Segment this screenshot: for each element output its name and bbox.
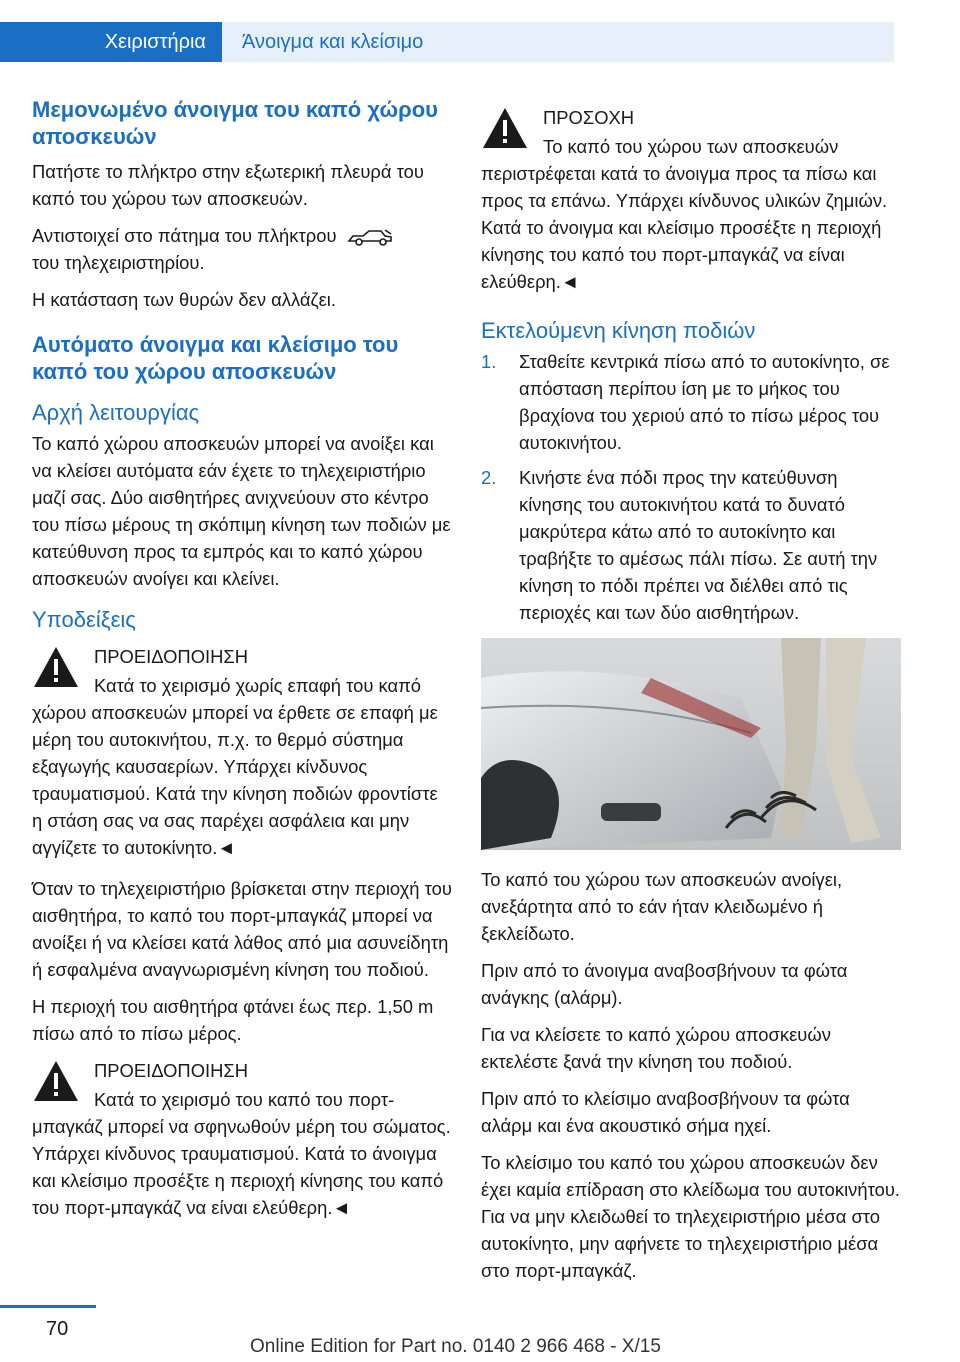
right-column <box>481 96 901 1294</box>
text-fragment: του τηλεχειριστηρίου. <box>32 252 205 273</box>
steps-list <box>481 348 901 626</box>
heading-notes: Υποδείξεις <box>32 607 136 632</box>
warning-title: ΠΡΟΕΙΔΟΠΟΙΗΣΗ <box>94 1060 249 1081</box>
page-header <box>0 0 960 62</box>
warning-triangle-icon <box>32 1059 80 1103</box>
left-column <box>32 96 452 1235</box>
paragraph: Πριν από το άνοιγμα αναβοσβήνουν τα φώτα ανάγκης (αλάρμ). <box>481 960 848 1008</box>
warning-triangle-icon <box>481 106 529 150</box>
section-tab-opening-closing[interactable]: Άνοιγμα και κλείσιμο <box>222 22 894 62</box>
warning-triangle-icon <box>32 645 80 689</box>
caution-block <box>481 104 901 295</box>
step-number: 2. <box>481 467 497 488</box>
warning-block <box>32 1057 452 1221</box>
paragraph: Το καπό χώρου αποσκευών μπορεί να ανοίξει και να κλείσει αυτόματα εάν έχετε το τηλεχειριστήριο μαζί σας. Δύο αισθητήρες ανιχνεύουν στο κέντρο του πίσω μέρους τη σκόπιμη κίνηση των ποδιών με κατεύθυνση προς τα εμπρός και το καπό χώρου αποσκευών ανοίγει και κλείνει. <box>32 433 451 589</box>
heading-separate-opening: Μεμονωμένο άνοιγμα του καπό χώρου αποσκευών <box>32 97 438 149</box>
caution-text: Το καπό του χώρου των αποσκευών περιστρέφεται κατά το άνοιγμα προς τα πίσω και προς τα επάνω. Υπάρχει κίνδυνος υλικών ζημιών. Κατά το άνοιγμα και κλείσιμο προσέξτε η περιοχή κίνησης του καπό του πορτ-μπαγκάζ να είναι ελεύθερη.◄ <box>481 136 888 292</box>
footer-divider <box>0 1305 96 1308</box>
paragraph: Το κλείσιμο του καπό του χώρου αποσκευών δεν έχει καμία επίδραση στο κλείδωμα του αυτοκινήτου. Για να μην κλειδωθεί το τηλεχειριστήριο μέσα στο αυτοκίνητο, μην αφήνετε το τηλεχειριστήριο μέσα στο πορτ-μπαγκάζ. <box>481 1152 900 1281</box>
edition-text: Online Edition for Part no. 0140 2 966 468 - X/15 <box>250 1336 661 1357</box>
paragraph: Η περιοχή του αισθητήρα φτάνει έως περ. 1,50 m πίσω από το πίσω μέρος. <box>32 996 434 1044</box>
warning-text: Κατά το χειρισμό χωρίς επαφή του καπό χώρου αποσκευών μπορεί να έρθετε σε επαφή με μέρη του αυτοκινήτου, π.χ. το θερμό σύστημα εξαγωγής καυσαερίων. Υπάρχει κίνδυνος τραυματισμού. Κατά την κίνηση ποδιών φροντίστε η στάση σας να σας παρέχει ασφάλεια και μην αγγίζετε το αυτοκίνητο.◄ <box>32 675 438 858</box>
list-item <box>481 464 901 626</box>
section-tab-controls[interactable]: Χειριστήρια <box>0 22 222 62</box>
warning-title: ΠΡΟΕΙΔΟΠΟΙΗΣΗ <box>94 646 249 667</box>
page-number: 70 <box>46 1318 69 1340</box>
step-number: 1. <box>481 351 497 372</box>
paragraph: Πατήστε το πλήκτρο στην εξωτερική πλευρά του καπό του χώρου των αποσκευών. <box>32 161 424 209</box>
car-rear-foot-sensor-photo <box>481 638 901 850</box>
heading-principle: Αρχή λειτουργίας <box>32 400 200 425</box>
paragraph: Το καπό του χώρου των αποσκευών ανοίγει, ανεξάρτητα από το εάν ήταν κλειδωμένο ή ξεκλείδωτο. <box>481 869 843 944</box>
step-text: Κινήστε ένα πόδι προς την κατεύθυνση κίνησης του αυτοκινήτου κατά το δυνατό μακρύτερα κάτω από το αυτοκίνητο και τραβήξτε το αμέσως πάλι πίσω. Σε αυτή την κίνηση το πόδι πρέπει να διέλθει από τις περιοχές και των δύο αισθητήρων. <box>519 467 878 623</box>
warning-text: Κατά το χειρισμό του καπό του πορτ-μπαγκάζ μπορεί να σφηνωθούν μέρη του σώματος. Υπάρχει κίνδυνος τραυματισμού. Κατά το άνοιγμα και κλείσιμο προσέξτε η περιοχή κίνησης του καπό του πορτ-μπαγκάζ να είναι ελεύθερη.◄ <box>32 1089 451 1218</box>
paragraph: Όταν το τηλεχειριστήριο βρίσκεται στην περιοχή του αισθητήρα, το καπό του πορτ-μπαγκάζ μπορεί να ανοίξει ή να κλείσει κατά λάθος από μια ασυνείδητη ή εσφαλμένα αναγνωρισμένη κίνηση του ποδιού. <box>32 878 452 980</box>
warning-block <box>32 643 452 861</box>
paragraph-remote-key <box>32 222 452 276</box>
caution-title: ΠΡΟΣΟΧΗ <box>543 107 635 128</box>
paragraph: Η κατάσταση των θυρών δεν αλλάζει. <box>32 289 337 310</box>
paragraph: Για να κλείσετε το καπό χώρου αποσκευών εκτελέστε ξανά την κίνηση του ποδιού. <box>481 1024 831 1072</box>
heading-foot-movement: Εκτελούμενη κίνηση ποδιών <box>481 318 756 343</box>
text-fragment: Αντιστοιχεί στο πάτημα του πλήκτρου <box>32 225 337 246</box>
heading-automatic-opening: Αυτόματο άνοιγμα και κλείσιμο του καπό του χώρου αποσκευών <box>32 332 399 384</box>
step-text: Σταθείτε κεντρικά πίσω από το αυτοκίνητο, σε απόσταση περίπου ίση με το μήκος του βραχίονα του χεριού από το πίσω μέρος του αυτοκινήτου. <box>519 351 890 453</box>
car-trunk-icon <box>347 228 393 246</box>
list-item <box>481 348 901 456</box>
paragraph: Πριν από το κλείσιμο αναβοσβήνουν τα φώτα αλάρμ και ένα ακουστικό σήμα ηχεί. <box>481 1088 850 1136</box>
